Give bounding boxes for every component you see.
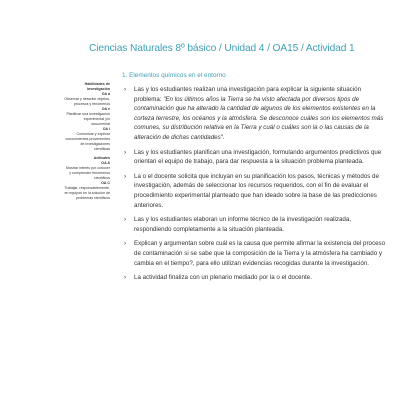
sidebar-line: en equipos en la solución de [64,191,110,195]
chevron-right-icon: › [124,172,127,180]
chevron-right-icon: › [124,240,127,248]
sidebar-line: conocimientos provenientes [65,137,110,141]
sidebar-line: científicas [94,147,110,151]
item-quote: "En los últimos años la Tierra se ha visto afectada por diversos tipos de contaminación que ha alterado la cantidad de algunos de los elementos existentes en la corteza terrestre, los océanos y la atmósfera. Se desconoce cuáles son los elementos más comunes, su distribución relativa en la Tierra y cuál o cuáles son la o las causas de la alteración de dichas cantidades". [134,95,384,141]
sidebar-objectives [60,82,110,205]
chevron-right-icon: › [124,274,127,282]
sidebar-line: de investigaciones [80,142,110,146]
sidebar-line: Mostrar interés por conocer [66,166,110,170]
sidebar-heading: OA i [102,127,110,131]
item-text: Las y los estudiantes realizan una investigación para explicar la siguiente situación problema: [134,86,362,103]
item-text: Las y los estudiantes planifican una investigación, formulando argumentos predictivos que orientan el equipo de trabajo, para dar respuesta a la situación problema planteada. [134,148,382,166]
sidebar-group [60,156,110,201]
section-heading: 1. Elementos químicos en el entorno [122,72,226,79]
list-item [116,148,386,167]
item-text: Las y los estudiantes elaboran un informe técnico de la investigación realizada, respondiendo completamente a la situación planteada. [134,216,352,233]
sidebar-line: Planificar una investigación [66,112,110,116]
sidebar-heading: OA a [101,92,110,96]
item-text: La o el docente solicita que incluyan en su planificación los pasos, técnicas y métodos de investigación, además de seleccionar los recursos requeridos, con el fin de evaluar el procedimiento experimental planteado que han ideado sobre la base de las predicciones anteriores. [134,172,379,209]
sidebar-line: Comunicar y explicar [76,132,110,136]
sidebar-heading: investigación [87,87,110,91]
sidebar-heading: OA C [101,181,110,185]
list-item [116,239,386,268]
sidebar-line: problemas científicos [76,196,110,200]
item-text: La actividad finaliza con un plenario mediado por la o el docente. [134,274,312,282]
sidebar-line: Observar y describir objetos, [64,97,110,101]
list-item [116,85,386,143]
sidebar-group [60,82,110,152]
page-title: Ciencias Naturales 8º básico / Unidad 4 / OA15 / Actividad 1 [89,43,355,54]
sidebar-heading: OA A [101,161,110,165]
sidebar-line: y comprender fenómenos [69,171,110,175]
chevron-right-icon: › [124,148,127,156]
item-text: Explican y argumentan sobre cuál es la causa que permite afirmar la existencia del proceso de contaminación si se sabe que la composición de la Tierra y la atmósfera ha cambiado y cambia en el tiempo?, para ello utilizan evidencias recogidas durante la investigación. [134,240,386,267]
sidebar-line: experimental y/o [83,117,110,121]
list-item [116,215,386,234]
sidebar-heading: Actitudes [93,156,110,160]
list-item [116,273,386,283]
chevron-right-icon: › [124,86,127,93]
sidebar-line: procesos y fenómenos [73,102,110,106]
sidebar-heading: OA e [101,107,110,111]
activity-list [116,85,386,283]
chevron-right-icon: › [124,216,127,224]
list-item [116,172,386,210]
sidebar-heading: Habilidades de [84,82,110,86]
sidebar-line: Trabajar, responsablemente, [64,186,110,190]
main-content [116,72,386,288]
sidebar-line: documental [91,122,110,126]
sidebar-line: científicos [94,176,110,180]
